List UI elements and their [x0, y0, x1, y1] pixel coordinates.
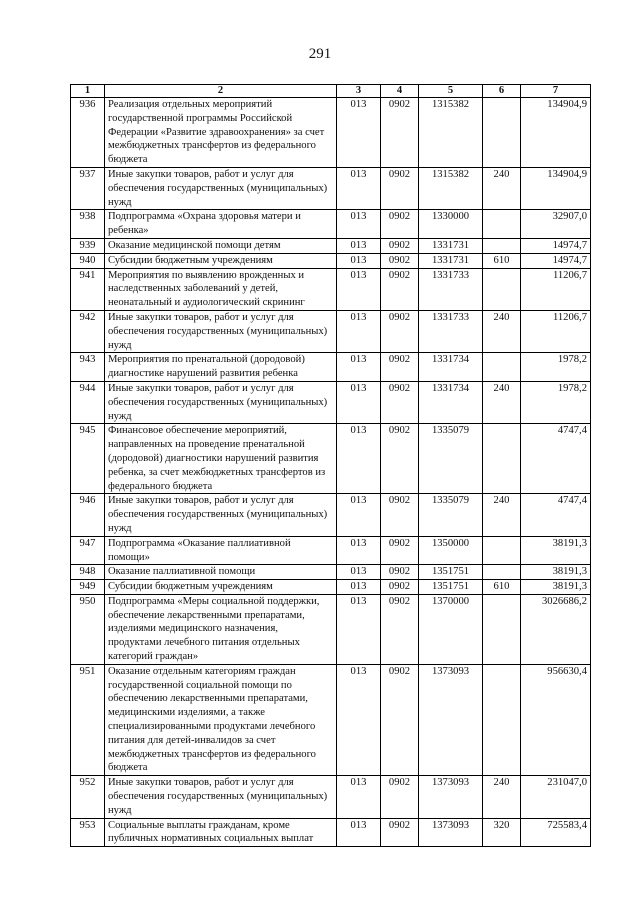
- ministry-code: 013: [337, 268, 381, 310]
- table-row: [71, 664, 591, 775]
- row-number: 952: [71, 776, 105, 818]
- row-number: 951: [71, 664, 105, 775]
- expense-type-code: [483, 238, 521, 253]
- target-item-code: 1351751: [419, 580, 483, 595]
- row-number: 938: [71, 210, 105, 239]
- table-row: [71, 310, 591, 352]
- target-item-code: 1315382: [419, 167, 483, 209]
- expense-type-code: [483, 98, 521, 168]
- column-header: 1: [71, 85, 105, 98]
- row-number: 946: [71, 494, 105, 536]
- section-code: 0902: [381, 253, 419, 268]
- table-row: [71, 424, 591, 494]
- target-item-code: 1373093: [419, 818, 483, 847]
- column-header: 6: [483, 85, 521, 98]
- amount: 38191,3: [521, 580, 591, 595]
- amount: 11206,7: [521, 268, 591, 310]
- target-item-code: 1331731: [419, 253, 483, 268]
- section-code: 0902: [381, 424, 419, 494]
- row-number: 936: [71, 98, 105, 168]
- row-name: Иные закупки товаров, работ и услуг для обеспечения государственных (муниципальных) нужд: [105, 776, 337, 818]
- section-code: 0902: [381, 353, 419, 382]
- table-row: [71, 818, 591, 847]
- section-code: 0902: [381, 664, 419, 775]
- row-name: Подпрограмма «Меры социальной поддержки, обеспечение лекарственными препаратами, изделиями медицинского назначения, продуктами лечебного питания отдельных категорий граждан»: [105, 594, 337, 664]
- target-item-code: 1331731: [419, 238, 483, 253]
- target-item-code: 1315382: [419, 98, 483, 168]
- row-number: 942: [71, 310, 105, 352]
- page-number: 291: [308, 46, 332, 62]
- ministry-code: 013: [337, 424, 381, 494]
- target-item-code: 1373093: [419, 664, 483, 775]
- ministry-code: 013: [337, 210, 381, 239]
- row-name: Оказание медицинской помощи детям: [105, 238, 337, 253]
- row-name: Субсидии бюджетным учреждениям: [105, 580, 337, 595]
- expense-type-code: 240: [483, 494, 521, 536]
- row-name: Реализация отдельных мероприятий государственной программы Российской Федерации «Развитие здравоохранения» за счет межбюджетных трансфертов из федерального бюджета: [105, 98, 337, 168]
- row-number: 948: [71, 565, 105, 580]
- ministry-code: 013: [337, 565, 381, 580]
- column-header: 2: [105, 85, 337, 98]
- expense-type-code: 320: [483, 818, 521, 847]
- table-row: [71, 238, 591, 253]
- amount: 14974,7: [521, 238, 591, 253]
- section-code: 0902: [381, 310, 419, 352]
- expense-type-code: [483, 565, 521, 580]
- table-row: [71, 494, 591, 536]
- amount: 231047,0: [521, 776, 591, 818]
- row-number: 943: [71, 353, 105, 382]
- row-number: 940: [71, 253, 105, 268]
- expense-type-code: [483, 210, 521, 239]
- ministry-code: 013: [337, 238, 381, 253]
- table-row: [71, 381, 591, 423]
- target-item-code: 1350000: [419, 536, 483, 565]
- column-header: 4: [381, 85, 419, 98]
- amount: 956630,4: [521, 664, 591, 775]
- expense-type-code: [483, 353, 521, 382]
- row-name: Иные закупки товаров, работ и услуг для обеспечения государственных (муниципальных) нужд: [105, 494, 337, 536]
- row-name: Оказание паллиативной помощи: [105, 565, 337, 580]
- column-header: 5: [419, 85, 483, 98]
- expense-type-code: 240: [483, 776, 521, 818]
- amount: 32907,0: [521, 210, 591, 239]
- amount: 725583,4: [521, 818, 591, 847]
- ministry-code: 013: [337, 98, 381, 168]
- table-body: [71, 98, 591, 847]
- section-code: 0902: [381, 565, 419, 580]
- table-row: [71, 580, 591, 595]
- section-code: 0902: [381, 580, 419, 595]
- expense-type-code: [483, 424, 521, 494]
- row-number: 939: [71, 238, 105, 253]
- amount: 38191,3: [521, 536, 591, 565]
- target-item-code: 1373093: [419, 776, 483, 818]
- amount: 1978,2: [521, 353, 591, 382]
- table-row: [71, 167, 591, 209]
- expense-type-code: [483, 268, 521, 310]
- amount: 38191,3: [521, 565, 591, 580]
- expense-type-code: [483, 664, 521, 775]
- target-item-code: 1331733: [419, 310, 483, 352]
- row-name: Мероприятия по выявлению врожденных и наследственных заболеваний у детей, неонатальный и аудиологический скрининг: [105, 268, 337, 310]
- table-row: [71, 594, 591, 664]
- amount: 4747,4: [521, 494, 591, 536]
- expense-type-code: [483, 536, 521, 565]
- row-number: 944: [71, 381, 105, 423]
- section-code: 0902: [381, 594, 419, 664]
- amount: 134904,9: [521, 167, 591, 209]
- table-row: [71, 776, 591, 818]
- row-name: Подпрограмма «Оказание паллиативной помощи»: [105, 536, 337, 565]
- section-code: 0902: [381, 167, 419, 209]
- ministry-code: 013: [337, 776, 381, 818]
- section-code: 0902: [381, 381, 419, 423]
- row-number: 953: [71, 818, 105, 847]
- ministry-code: 013: [337, 167, 381, 209]
- ministry-code: 013: [337, 494, 381, 536]
- section-code: 0902: [381, 776, 419, 818]
- expense-type-code: 240: [483, 167, 521, 209]
- section-code: 0902: [381, 494, 419, 536]
- row-name: Подпрограмма «Охрана здоровья матери и ребенка»: [105, 210, 337, 239]
- ministry-code: 013: [337, 818, 381, 847]
- target-item-code: 1331734: [419, 381, 483, 423]
- budget-table: [70, 84, 591, 847]
- amount: 3026686,2: [521, 594, 591, 664]
- row-number: 947: [71, 536, 105, 565]
- ministry-code: 013: [337, 536, 381, 565]
- section-code: 0902: [381, 98, 419, 168]
- ministry-code: 013: [337, 664, 381, 775]
- ministry-code: 013: [337, 253, 381, 268]
- section-code: 0902: [381, 536, 419, 565]
- row-number: 950: [71, 594, 105, 664]
- table-row: [71, 98, 591, 168]
- target-item-code: 1330000: [419, 210, 483, 239]
- amount: 4747,4: [521, 424, 591, 494]
- row-name: Мероприятия по пренатальной (дородовой) диагностике нарушений развития ребенка: [105, 353, 337, 382]
- column-header: 3: [337, 85, 381, 98]
- target-item-code: 1370000: [419, 594, 483, 664]
- row-name: Финансовое обеспечение мероприятий, направленных на проведение пренатальной (дородовой) диагностики нарушений развития ребенка, за счет межбюджетных трансфертов из федерального бюджета: [105, 424, 337, 494]
- row-name: Оказание отдельным категориям граждан государственной социальной помощи по обеспечению лекарственными препаратами, медицинскими изделиями, а также специализированными продуктами лечебного питания для детей-инвалидов за счет межбюджетных трансфертов из федерального бюджета: [105, 664, 337, 775]
- target-item-code: 1335079: [419, 494, 483, 536]
- table-row: [71, 536, 591, 565]
- target-item-code: 1331733: [419, 268, 483, 310]
- table-row: [71, 253, 591, 268]
- table-row: [71, 353, 591, 382]
- row-number: 949: [71, 580, 105, 595]
- expense-type-code: 610: [483, 253, 521, 268]
- ministry-code: 013: [337, 353, 381, 382]
- amount: 11206,7: [521, 310, 591, 352]
- ministry-code: 013: [337, 594, 381, 664]
- row-name: Субсидии бюджетным учреждениям: [105, 253, 337, 268]
- target-item-code: 1331734: [419, 353, 483, 382]
- section-code: 0902: [381, 238, 419, 253]
- target-item-code: 1351751: [419, 565, 483, 580]
- amount: 14974,7: [521, 253, 591, 268]
- amount: 134904,9: [521, 98, 591, 168]
- expense-type-code: 240: [483, 310, 521, 352]
- row-name: Иные закупки товаров, работ и услуг для обеспечения государственных (муниципальных) нужд: [105, 381, 337, 423]
- section-code: 0902: [381, 268, 419, 310]
- target-item-code: 1335079: [419, 424, 483, 494]
- row-name: Иные закупки товаров, работ и услуг для обеспечения государственных (муниципальных) нужд: [105, 310, 337, 352]
- table-row: [71, 210, 591, 239]
- section-code: 0902: [381, 818, 419, 847]
- expense-type-code: 610: [483, 580, 521, 595]
- column-header: 7: [521, 85, 591, 98]
- expense-type-code: 240: [483, 381, 521, 423]
- ministry-code: 013: [337, 381, 381, 423]
- ministry-code: 013: [337, 580, 381, 595]
- row-name: Социальные выплаты гражданам, кроме публичных нормативных социальных выплат: [105, 818, 337, 847]
- row-number: 937: [71, 167, 105, 209]
- ministry-code: 013: [337, 310, 381, 352]
- section-code: 0902: [381, 210, 419, 239]
- table-row: [71, 565, 591, 580]
- table-row: [71, 268, 591, 310]
- row-number: 941: [71, 268, 105, 310]
- amount: 1978,2: [521, 381, 591, 423]
- expense-type-code: [483, 594, 521, 664]
- row-number: 945: [71, 424, 105, 494]
- header-row: [71, 85, 591, 98]
- row-name: Иные закупки товаров, работ и услуг для обеспечения государственных (муниципальных) нужд: [105, 167, 337, 209]
